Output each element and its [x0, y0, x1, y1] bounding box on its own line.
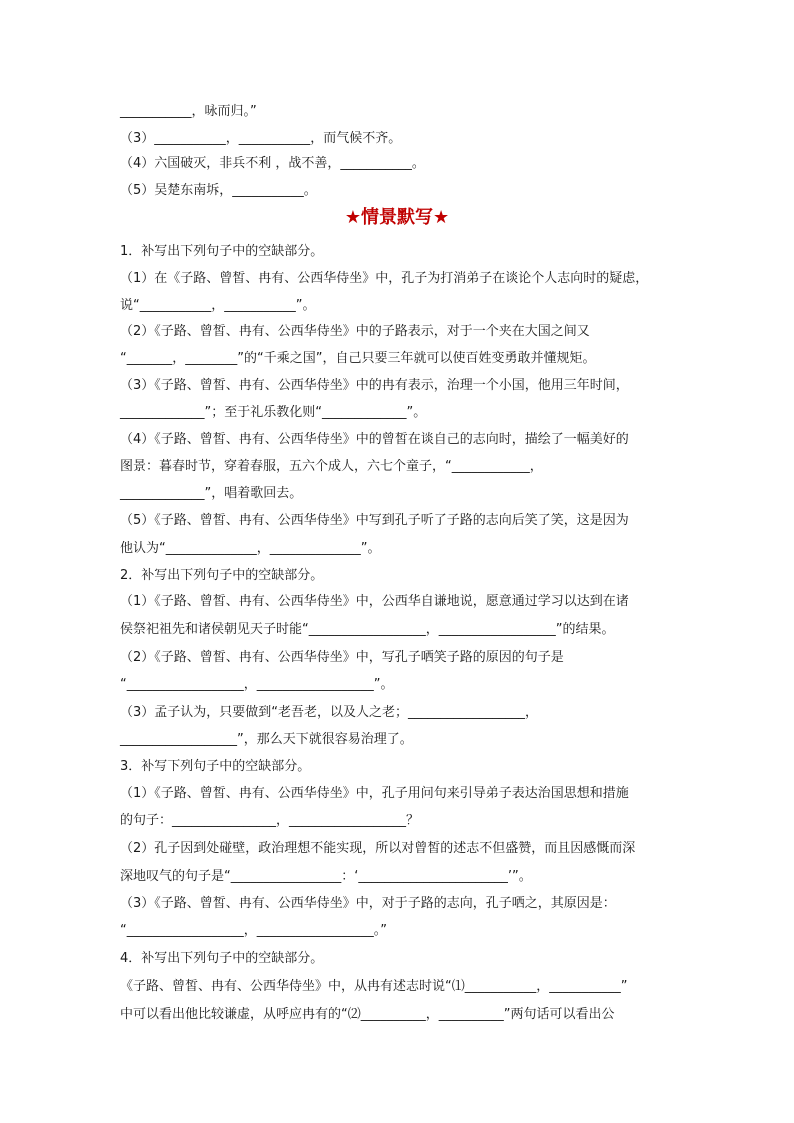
text-line: （3）《子路、曾皙、冉有、公西华侍坐》中，对于子路的志向，孔子哂之，其原因是：	[120, 896, 616, 911]
text-line: __________________”，那么天下就很容易治理了。	[120, 732, 413, 747]
text-line: （2）孔子因到处碰壁，政治理想不能实现，所以对曾皙的述志不但盛赞，而且因感慨而深	[120, 841, 636, 856]
text-line: “_______，________”的“千乘之国”，自己只要三年就可以使百姓变勇敢并懂规矩。	[120, 351, 596, 366]
text-line: ___________，咏而归。”	[120, 104, 257, 119]
text-line: （5）《子路、曾皙、冉有、公西华侍坐》中写到孔子听了子路的志向后笑了笑，这是因为	[120, 513, 629, 528]
text-line: _____________”；至于礼乐教化则“_____________”。	[120, 405, 427, 420]
text-line: （1）在《子路、曾皙、冉有、公西华侍坐》中，孔子为打消弟子在谈论个人志向时的疑虑，	[120, 271, 649, 286]
text-line: 他认为“______________，______________”。	[120, 541, 381, 556]
text-line: （1）《子路、曾皙、冉有、公西华侍坐》中，公西华自谦地说，愿意通过学习以达到在诸	[120, 594, 629, 609]
text-line: 深地叹气的句子是“_________________：‘_______________________’”。	[120, 869, 532, 884]
text-line: 4．补写出下列句子中的空缺部分。	[120, 951, 324, 966]
text-line: 中可以看出他比较谦虚，从呼应冉有的“⑵__________，__________”两句话可以看出公	[120, 1007, 615, 1022]
text-line: （3）孟子认为，只要做到“老吾老，以及人之老；__________________，	[120, 705, 539, 720]
text-line: （4）《子路、曾皙、冉有、公西华侍坐》中的曾皙在谈自己的志向时，描绘了一幅美好的	[120, 432, 629, 447]
text-line: （3）《子路、曾皙、冉有、公西华侍坐》中的冉有表示，治理一个小国，他用三年时间，	[120, 378, 629, 393]
text-line: 的句子：________________，__________________？	[120, 813, 420, 828]
text-line: “__________________，__________________。”	[120, 923, 387, 938]
text-line: “__________________，__________________”。	[120, 677, 394, 692]
text-line: （3）___________，___________，而气候不齐。	[120, 131, 402, 146]
text-line: 《子路、曾皙、冉有、公西华侍坐》中，从冉有述志时说“⑴___________，___________”	[120, 979, 628, 994]
text-line: （5）吴楚东南坼，___________。	[120, 183, 317, 198]
text-line: （2）《子路、曾皙、冉有、公西华侍坐》中，写孔子哂笑子路的原因的句子是	[120, 650, 564, 665]
text-line: （4）六国破灭，非兵不利 ，战不善，___________。	[120, 156, 425, 171]
text-line: 3．补写下列句子中的空缺部分。	[120, 759, 311, 774]
text-line: （2）《子路、曾皙、冉有、公西华侍坐》中的子路表示，对于一个夹在大国之间又	[120, 324, 590, 339]
text-line: 说“___________，___________”。	[120, 298, 316, 313]
section-title: ★情景默写★	[344, 207, 450, 228]
text-line: 2．补写出下列句子中的空缺部分。	[120, 568, 324, 583]
text-line: 图景：暮春时节，穿着春服，五六个成人，六七个童子，“____________，	[120, 459, 543, 474]
text-line: _____________”，唱着歌回去。	[120, 486, 303, 501]
text-line: （1）《子路、曾皙、冉有、公西华侍坐》中，孔子用问句来引导弟子表达治国思想和措施	[120, 786, 629, 801]
text-line: 1．补写出下列句子中的空缺部分。	[120, 244, 324, 259]
text-line: 侯祭祀祖先和诸侯朝见天子时能“__________________，__________________”的结果。	[120, 622, 615, 637]
